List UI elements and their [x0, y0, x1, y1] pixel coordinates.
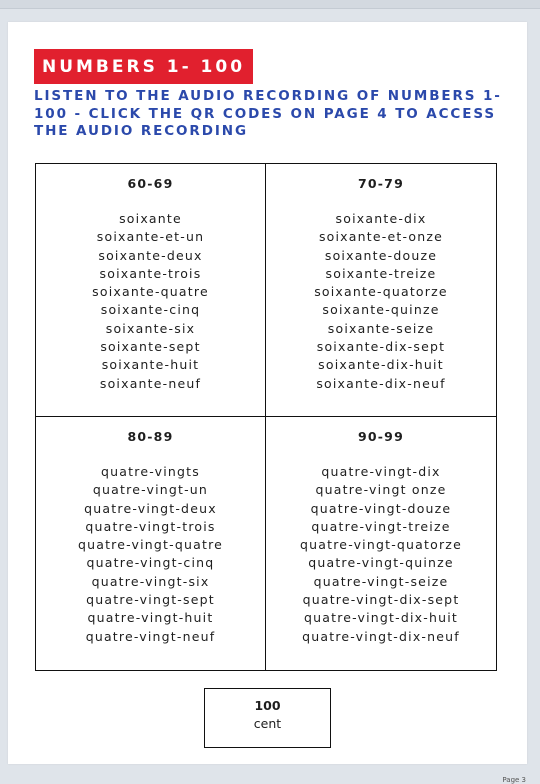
list-item: soixante-et-onze — [318, 229, 444, 245]
list-item: soixante-deux — [98, 247, 203, 263]
list-item: quatre-vingt-huit — [87, 610, 214, 626]
title-banner: NUMBERS 1- 100 — [34, 49, 253, 84]
hundred-word: cent — [253, 716, 282, 731]
list-item: quatre-vingt-quatre — [77, 537, 224, 553]
table-80-89 — [36, 417, 266, 670]
document-page — [8, 22, 527, 764]
list-item: soixante-neuf — [99, 375, 202, 391]
list-item: quatre-vingt-douze — [310, 500, 452, 516]
list-item: soixante-six — [105, 320, 196, 336]
list-item: quatre-vingt-dix-huit — [303, 610, 459, 626]
table-heading: 70-79 — [358, 176, 404, 191]
list-item: soixante — [119, 211, 182, 226]
list-item: soixante-dix-neuf — [316, 375, 446, 391]
list-item: soixante-treize — [325, 265, 437, 281]
word-list — [36, 210, 265, 393]
list-item: quatre-vingt-quinze — [308, 555, 454, 571]
list-item: quatre-vingt onze — [315, 482, 447, 498]
list-item: soixante-douze — [324, 247, 438, 263]
table-heading: 60-69 — [127, 176, 174, 191]
numbers-grid — [35, 163, 497, 671]
list-item: quatre-vingt-neuf — [85, 628, 216, 644]
list-item: quatre-vingt-un — [92, 482, 209, 498]
list-item: quatre-vingt-cinq — [86, 555, 215, 571]
list-item: quatre-vingt-trois — [85, 518, 216, 534]
list-item: quatre-vingt-deux — [84, 500, 217, 516]
table-90-99 — [266, 417, 496, 670]
list-item: soixante-trois — [99, 265, 202, 281]
word-list — [36, 463, 265, 646]
table-70-79 — [266, 164, 496, 417]
list-item: quatre-vingt-treize — [311, 518, 451, 534]
list-item: quatre-vingt-six — [91, 573, 210, 589]
list-item: quatre-vingt-seize — [313, 573, 449, 589]
hundred-box — [204, 688, 331, 748]
audio-instructions: LISTEN TO THE AUDIO RECORDING OF NUMBERS 1-100 - CLICK THE QR CODES ON PAGE 4 TO ACCESS THE AUDIO RECORDING — [34, 88, 502, 139]
list-item: soixante-sept — [100, 339, 201, 355]
viewer-top-bar — [0, 0, 540, 9]
table-heading: 80-89 — [127, 429, 174, 444]
list-item: quatre-vingt-dix-neuf — [302, 628, 460, 644]
list-item: quatre-vingt-dix — [321, 464, 441, 479]
list-item: soixante-cinq — [100, 302, 201, 318]
list-item: soixante-et-un — [96, 229, 205, 245]
list-item: quatre-vingt-sept — [86, 592, 215, 608]
table-60-69 — [36, 164, 266, 417]
list-item: soixante-huit — [101, 357, 200, 373]
list-item: soixante-seize — [327, 320, 435, 336]
page-number: Page 3 — [502, 776, 526, 784]
list-item: soixante-quinze — [322, 302, 440, 318]
list-item: soixante-dix — [335, 211, 427, 226]
list-item: quatre-vingts — [101, 464, 200, 479]
word-list — [266, 210, 496, 393]
list-item: soixante-dix-huit — [318, 357, 444, 373]
list-item: soixante-quatre — [92, 284, 209, 300]
list-item: soixante-dix-sept — [316, 339, 446, 355]
table-heading: 90-99 — [358, 429, 404, 444]
word-list — [266, 463, 496, 646]
list-item: soixante-quatorze — [314, 284, 448, 300]
list-item: quatre-vingt-dix-sept — [302, 592, 460, 608]
hundred-number: 100 — [254, 698, 281, 713]
list-item: quatre-vingt-quatorze — [300, 537, 462, 553]
